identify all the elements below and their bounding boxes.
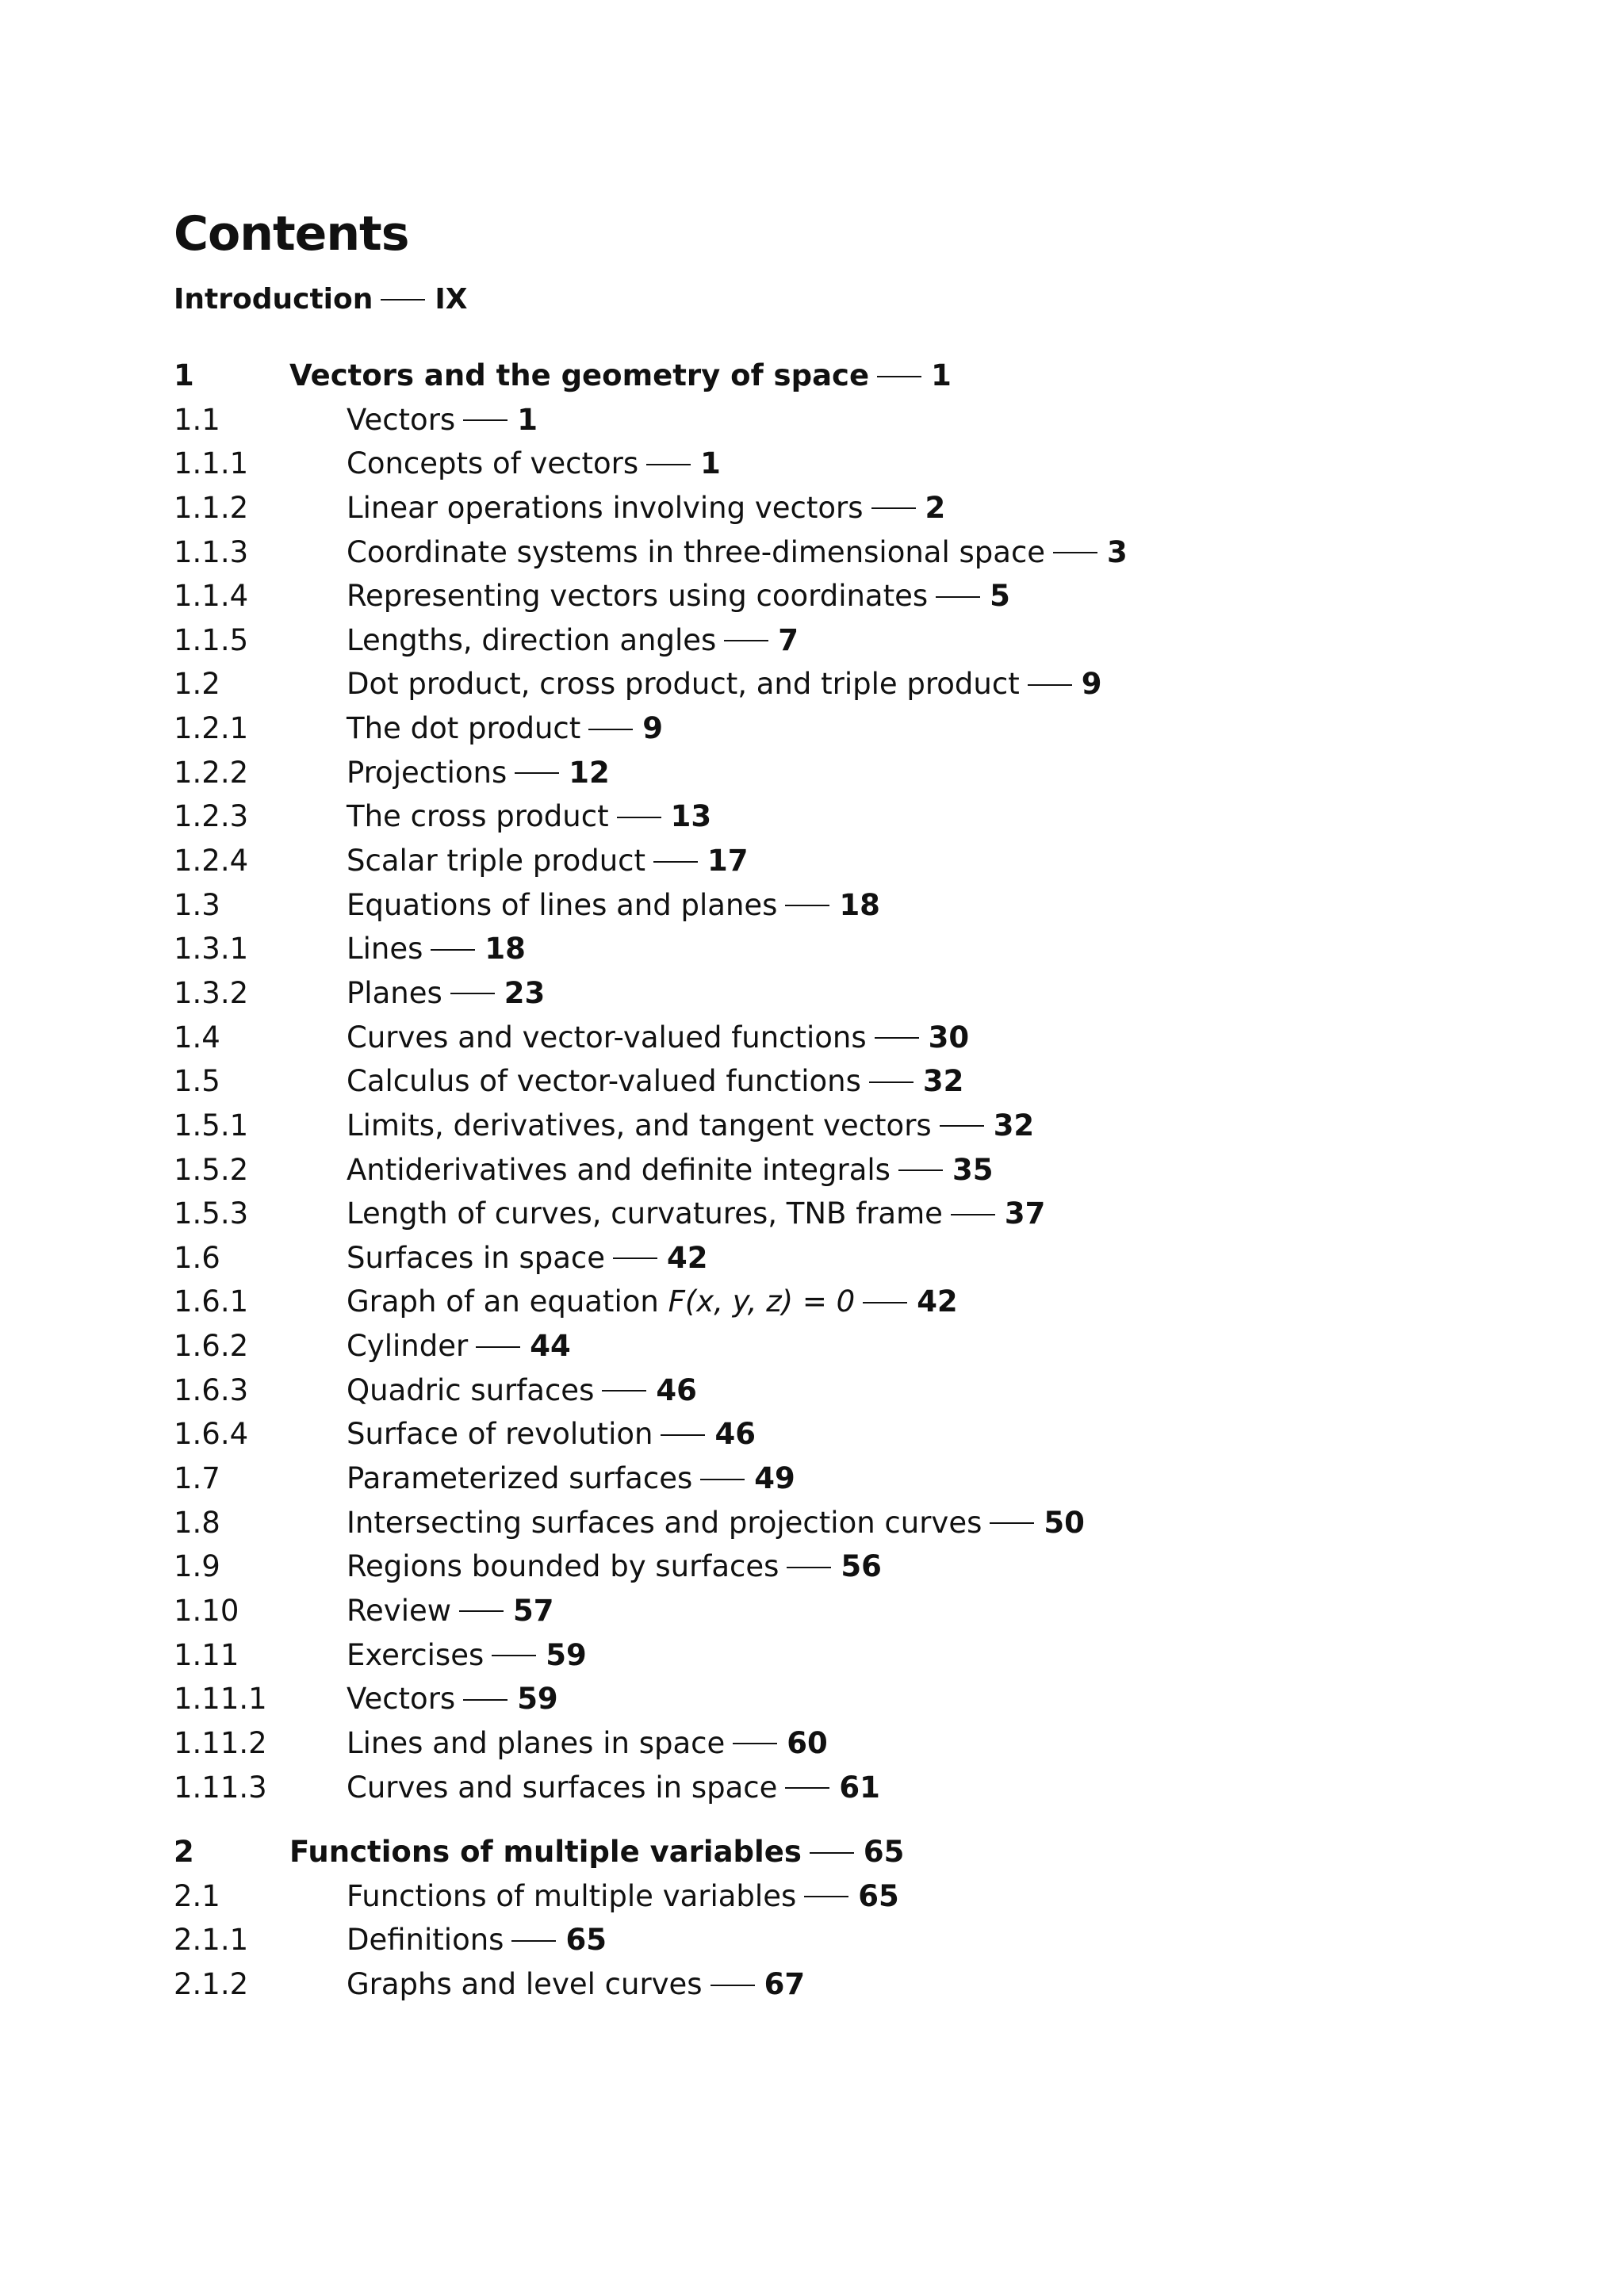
entry-number: 1.11.2 [174, 1725, 267, 1760]
entry-title [347, 1059, 963, 1104]
entry-page-number: 49 [754, 1461, 795, 1496]
entry-number: 1.2.1 [174, 711, 249, 746]
entry-title-text: Vectors [347, 1682, 456, 1717]
entry-title-text: Lines and planes in space [347, 1725, 726, 1760]
entry-title [347, 1192, 1045, 1236]
entry-title-text: Length of curves, curvatures, TNB frame [347, 1196, 943, 1231]
entry-title [347, 1457, 795, 1501]
entry-page-number: 44 [530, 1329, 571, 1364]
leader-dash [810, 1852, 854, 1854]
entry-title-text: Surface of revolution [347, 1417, 653, 1452]
toc-entry[interactable] [174, 1677, 1522, 1721]
entry-title [347, 1501, 1085, 1545]
leader-dash [381, 299, 425, 301]
entry-title [347, 1962, 805, 2007]
entry-title [347, 618, 799, 663]
leader-dash [588, 729, 633, 730]
entry-number: 1.6.2 [174, 1329, 249, 1364]
entry-title-text: Definitions [347, 1923, 504, 1958]
entry-title-text: Quadric surfaces [347, 1372, 595, 1407]
entry-title [289, 1830, 904, 1874]
toc-entry[interactable] [174, 1324, 1522, 1369]
entry-title [347, 1280, 958, 1324]
entry-title [347, 1104, 1034, 1148]
entry-number: 2.1.1 [174, 1923, 249, 1958]
entry-number: 1.9 [174, 1549, 220, 1584]
entry-number: 1.3.1 [174, 932, 249, 967]
entry-page-number: 3 [1107, 534, 1128, 569]
entry-number: 1.7 [174, 1461, 220, 1496]
entry-title-text: Linear operations involving vectors [347, 490, 864, 525]
toc-entry[interactable] [174, 1059, 1522, 1104]
entry-title-text: Representing vectors using coordinates [347, 579, 929, 614]
entry-page-number: 1 [700, 446, 721, 481]
entry-page-number: 13 [670, 799, 712, 834]
entry-title [347, 971, 545, 1016]
entry-title [347, 1589, 554, 1633]
entry-number: 1.11.3 [174, 1770, 267, 1805]
entry-number: 1.5 [174, 1064, 220, 1099]
entry-title-text: Projections [347, 755, 508, 790]
entry-page-number: 60 [787, 1725, 828, 1760]
entry-title-text: Surfaces in space [347, 1240, 606, 1275]
toc-entry[interactable] [174, 1104, 1522, 1148]
entry-page-number: 59 [517, 1682, 558, 1717]
entry-title-text: Graph of an equation [347, 1284, 668, 1319]
entry-number: 1.1.1 [174, 446, 249, 481]
leader-dash [700, 1479, 745, 1480]
entry-number: 1.4 [174, 1020, 220, 1055]
toc-list [174, 354, 1522, 2007]
entry-title-text: Parameterized surfaces [347, 1461, 693, 1496]
toc-entry[interactable] [174, 442, 1522, 486]
entry-number: 1.5.3 [174, 1196, 249, 1231]
leader-dash [511, 1940, 556, 1942]
page-title: Contents [174, 206, 409, 262]
entry-title-text: Exercises [347, 1637, 485, 1672]
entry-number: 1.11 [174, 1637, 239, 1672]
entry-page-number: 67 [764, 1967, 806, 2002]
entry-number: 1.2 [174, 667, 220, 702]
entry-number: 1.2.2 [174, 755, 249, 790]
leader-dash [940, 1125, 984, 1127]
entry-number: 1.6 [174, 1240, 220, 1275]
leader-dash [990, 1522, 1034, 1524]
entry-page-number: 50 [1044, 1505, 1085, 1540]
entry-page-number: 12 [569, 755, 610, 790]
leader-dash [602, 1390, 646, 1391]
entry-page-number: 23 [504, 975, 546, 1010]
entry-title [347, 530, 1128, 575]
entry-page-number: 37 [1004, 1196, 1046, 1231]
entry-page-number: 65 [565, 1923, 607, 1958]
entry-page-number: 42 [917, 1284, 958, 1319]
entry-number: 1 [174, 358, 194, 392]
entry-number: 2.1 [174, 1878, 220, 1913]
entry-page-number: 18 [485, 932, 526, 967]
entry-page-number: 46 [714, 1417, 756, 1452]
entry-number: 1.8 [174, 1505, 220, 1540]
leader-dash [733, 1743, 777, 1744]
entry-number: 1.1 [174, 402, 220, 437]
leader-dash [804, 1896, 848, 1897]
toc-entry[interactable] [174, 794, 1522, 839]
leader-dash [476, 1346, 520, 1348]
entry-title [347, 1918, 607, 1962]
entry-page-number: 18 [839, 887, 880, 922]
entry-title [347, 794, 711, 839]
entry-page-number: 57 [513, 1593, 554, 1628]
toc-entry[interactable] [174, 1721, 1522, 1766]
entry-title-text: Graphs and level curves [347, 1967, 703, 2002]
entry-title-text: Curves and surfaces in space [347, 1770, 778, 1805]
toc-entry[interactable] [174, 574, 1522, 618]
leader-dash [463, 419, 508, 421]
entry-title-text: Planes [347, 975, 442, 1010]
entry-title [347, 1236, 708, 1280]
entry-title-text: Concepts of vectors [347, 446, 639, 481]
entry-number: 1.6.3 [174, 1372, 249, 1407]
leader-dash [710, 1985, 755, 1986]
leader-dash [951, 1214, 995, 1215]
toc-entry[interactable] [174, 1148, 1522, 1192]
entry-title-text: Limits, derivatives, and tangent vectors [347, 1108, 932, 1143]
entry-title-text: Antiderivatives and definite integrals [347, 1152, 891, 1187]
entry-number: 1.3.2 [174, 975, 249, 1010]
toc-entry[interactable] [174, 1192, 1522, 1236]
entry-number: 1.5.1 [174, 1108, 249, 1143]
entry-page-number: 46 [656, 1372, 697, 1407]
entry-page-number: 17 [707, 844, 749, 879]
entry-page-number: 59 [546, 1637, 587, 1672]
entry-title-text: The dot product [347, 711, 581, 746]
entry-title-text: The cross product [347, 799, 609, 834]
leader-dash [463, 1699, 508, 1701]
toc-entry[interactable] [174, 883, 1522, 928]
entry-page-number: 35 [952, 1152, 994, 1187]
toc-entry[interactable] [174, 618, 1522, 663]
entry-page-number: 5 [990, 579, 1010, 614]
entry-page-number: 30 [928, 1020, 970, 1055]
entry-number: 1.2.4 [174, 844, 249, 879]
entry-number: 1.6.4 [174, 1417, 249, 1452]
entry-page-number: 7 [778, 622, 799, 657]
leader-dash [869, 1081, 914, 1083]
entry-number: 1.3 [174, 887, 220, 922]
entry-number: 1.5.2 [174, 1152, 249, 1187]
leader-dash [1053, 552, 1097, 553]
entry-title-text: Lines [347, 932, 423, 967]
entry-title [347, 1633, 587, 1678]
leader-dash [646, 464, 691, 465]
toc-entry[interactable] [174, 1016, 1522, 1060]
entry-title [347, 1721, 828, 1766]
toc-entry[interactable] [174, 1280, 1522, 1324]
entry-title-math: F(x, y, z) = 0 [668, 1284, 856, 1319]
toc-chapter [174, 354, 1522, 1809]
leader-dash [661, 1434, 705, 1436]
entry-title [347, 839, 749, 883]
entry-title [347, 574, 1010, 618]
entry-title-text: Lengths, direction angles [347, 622, 717, 657]
entry-number: 1.1.3 [174, 534, 249, 569]
entry-page-number: 9 [642, 711, 664, 746]
entry-title [347, 751, 610, 795]
toc-entry[interactable] [174, 530, 1522, 575]
entry-page-number: 1 [517, 402, 538, 437]
entry-page-number: 42 [667, 1240, 708, 1275]
leader-dash [617, 817, 661, 818]
entry-page-number: 56 [841, 1549, 882, 1584]
entry-page-number: 61 [839, 1770, 880, 1805]
entry-title [347, 442, 721, 486]
leader-dash [877, 376, 921, 377]
intro-title: Introduction [174, 283, 373, 316]
entry-title [347, 1016, 969, 1060]
leader-dash [431, 949, 475, 951]
intro-page: IX [435, 283, 468, 316]
entry-page-number: 32 [993, 1108, 1035, 1143]
entry-title [347, 927, 526, 971]
entry-title [347, 1874, 899, 1919]
entry-number: 1.1.4 [174, 579, 249, 614]
entry-number: 2 [174, 1835, 194, 1870]
entry-title [347, 883, 880, 928]
toc-entry[interactable] [174, 1874, 1522, 1919]
toc-entry[interactable] [174, 1457, 1522, 1501]
leader-dash [450, 993, 495, 994]
entry-number: 2.1.2 [174, 1967, 249, 2002]
toc-entry[interactable] [174, 706, 1522, 751]
entry-title [289, 354, 952, 398]
entry-title [347, 1412, 756, 1457]
entry-page-number: 2 [925, 490, 946, 525]
toc-entry[interactable] [174, 751, 1522, 795]
entry-page-number: 32 [922, 1064, 964, 1099]
entry-title-text: Curves and vector-valued functions [347, 1020, 867, 1055]
entry-number: 1.11.1 [174, 1682, 267, 1717]
entry-title [347, 1148, 993, 1192]
entry-title-text: Functions of multiple variables [347, 1878, 797, 1913]
leader-dash [898, 1169, 943, 1171]
leader-dash [785, 905, 829, 906]
entry-title [347, 1545, 882, 1589]
entry-title-text: Cylinder [347, 1329, 469, 1364]
entry-page-number: 65 [863, 1835, 905, 1870]
toc-entry[interactable] [174, 1962, 1522, 2007]
entry-title-text: Vectors [347, 402, 456, 437]
entry-page-number: 65 [858, 1878, 899, 1913]
entry-page-number: 9 [1081, 667, 1102, 702]
toc-entry[interactable] [174, 839, 1522, 883]
entry-title-text: Review [347, 1593, 452, 1628]
entry-number: 1.1.2 [174, 490, 249, 525]
toc-entry[interactable] [174, 1766, 1522, 1810]
entry-title [347, 486, 945, 530]
entry-page-number: 1 [931, 358, 952, 392]
toc-entry[interactable] [174, 1633, 1522, 1678]
toc-entry[interactable] [174, 486, 1522, 530]
toc-entry[interactable] [174, 1830, 1522, 1874]
entry-title-text: Regions bounded by surfaces [347, 1549, 779, 1584]
contents-page [174, 198, 1522, 2007]
leader-dash [863, 1302, 907, 1303]
toc-entry[interactable] [174, 1236, 1522, 1280]
leader-dash [653, 861, 698, 863]
leader-dash [936, 596, 980, 598]
toc-entry[interactable] [174, 1545, 1522, 1589]
entry-title [347, 1324, 571, 1369]
entry-title [347, 1369, 697, 1413]
leader-dash [459, 1610, 504, 1612]
leader-dash [875, 1037, 919, 1039]
leader-dash [871, 507, 916, 509]
toc-entry[interactable] [174, 927, 1522, 971]
toc-entry[interactable] [174, 1412, 1522, 1457]
leader-dash [613, 1258, 657, 1259]
entry-title-text: Coordinate systems in three-dimensional space [347, 534, 1046, 569]
toc-chapter [174, 1830, 1522, 2007]
entry-title [347, 398, 538, 442]
entry-number: 1.2.3 [174, 799, 249, 834]
toc-entry[interactable] [174, 1589, 1522, 1633]
entry-title-text: Dot product, cross product, and triple product [347, 667, 1020, 702]
toc-entry[interactable] [174, 662, 1522, 706]
toc-entry[interactable] [174, 1918, 1522, 1962]
entry-number: 1.10 [174, 1593, 239, 1628]
leader-dash [785, 1787, 829, 1789]
entry-number: 1.1.5 [174, 622, 249, 657]
toc-entry[interactable] [174, 971, 1522, 1016]
toc-entry[interactable] [174, 1501, 1522, 1545]
leader-dash [724, 640, 768, 641]
leader-dash [787, 1567, 831, 1568]
leader-dash [1028, 684, 1072, 686]
leader-dash [515, 772, 559, 774]
toc-intro-entry[interactable] [174, 278, 1522, 333]
toc-entry[interactable] [174, 1369, 1522, 1413]
entry-title-text: Calculus of vector-valued functions [347, 1064, 861, 1099]
leader-dash [492, 1655, 536, 1656]
toc-entry[interactable] [174, 354, 1522, 398]
toc-entry[interactable] [174, 398, 1522, 442]
entry-title [347, 1677, 558, 1721]
entry-title [347, 662, 1101, 706]
entry-title-text: Equations of lines and planes [347, 887, 778, 922]
entry-title-text: Intersecting surfaces and projection curves [347, 1505, 982, 1540]
entry-title-text: Vectors and the geometry of space [289, 358, 870, 392]
entry-number: 1.6.1 [174, 1284, 249, 1319]
entry-title-text: Functions of multiple variables [289, 1835, 802, 1870]
entry-title [347, 1766, 880, 1810]
entry-title-text: Scalar triple product [347, 844, 646, 879]
entry-title [347, 706, 663, 751]
